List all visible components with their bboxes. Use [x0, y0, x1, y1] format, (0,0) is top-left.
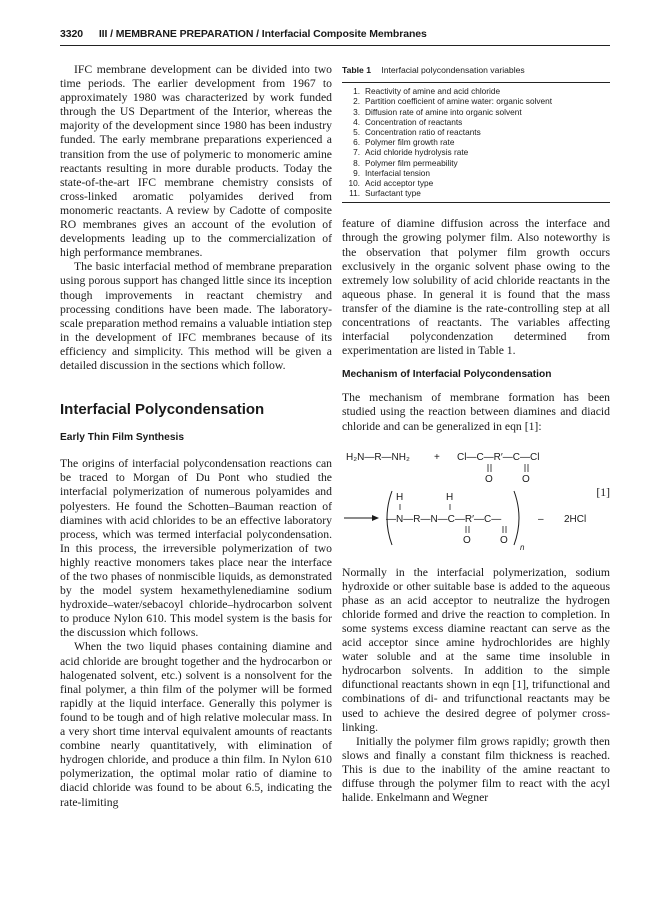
body-paragraph: The origins of interfacial polycondensation reactions can be traced to Morgan of Du Pont who studied the interfacial polymerization of numerous polyamides and polyesters. He found the Schotten–Bauman reaction of diamines with acid chlorides to be an effective laboratory process, which was termed interfacial polycondensation. In this process, the irreversible polymerization of two highly reactive monomers takes place near the interface of the two phases of nonmiscible liquids, as demonstrated by the model system hexamethylenediamine sodium hydroxide–water/sebacoyl chloride–hydrocarbon solvent to produce Nylon 610. This model system is the basis for the discussion which follows.	[60, 457, 332, 640]
header-rule	[60, 45, 610, 46]
body-paragraph: The basic interfacial method of membrane preparation using porous support has changed little since its inception though improvements in reactant chemistry and processing conditions have been made. The laboratory-scale preparation method remains a valuable intiation step in the development of IFC membranes because of its efficiency and simplicity. This method will be given a detailed discussion in the sections which follow.	[60, 260, 332, 372]
table-label: Table 1	[342, 65, 371, 75]
reaction-equation	[342, 446, 610, 558]
page-number: 3320	[60, 28, 83, 40]
table-row: 10. Acid acceptor type	[348, 177, 434, 188]
eq-diacid-chloride: Cl—C—R′—C—Cl	[457, 451, 540, 463]
table-rows	[342, 86, 610, 198]
body-paragraph: Initially the polymer film grows rapidly; growth then slows and finally a constant film thickness is reached. This is due to the inability of the amine reactant to diffuse through the polymer film to react with the acyl halide. Enkelmann and Wegner	[342, 734, 610, 805]
running-header	[60, 28, 610, 40]
table-title: Interfacial polycondensation variables	[381, 65, 525, 75]
table-caption	[342, 63, 610, 77]
section-heading: Interfacial Polycondensation	[60, 401, 265, 419]
eq-minus: –	[538, 513, 544, 525]
table-row: 3. Diffusion rate of amine into organic solvent	[353, 106, 522, 117]
eq-oxygen: O	[485, 473, 493, 485]
eq-oxygen: O	[463, 534, 471, 546]
left-column	[60, 63, 332, 810]
body-paragraph: feature of diamine diffusion across the interface and through the growing polymer film. Also noteworthy is the observation that polymer film growth occurs exclusively in the organic solvent phase owing to the extremely low solubility of acid chloride reactants in the aqueous phase. In general it is found that the mass transfer of the diamine is the rate-controlling step at all concentrations of reactants. The variables affecting interfacial polycondenzation determined from experimentation are listed in Table 1.	[342, 217, 610, 358]
equation-graphic	[342, 446, 610, 558]
eq-oxygen: O	[522, 473, 530, 485]
table-1	[342, 63, 610, 203]
eq-byproduct: 2HCl	[564, 513, 587, 525]
eq-hydrogen: H	[446, 491, 454, 503]
arrow-head-icon	[372, 515, 379, 521]
table-row: 7. Acid chloride hydrolysis rate	[353, 147, 469, 158]
equation-number: [1]	[596, 485, 610, 499]
eq-diamine: H₂N—R—NH₂	[346, 451, 410, 463]
eq-polymer-unit: —N—R—N—C—R′—C—	[386, 513, 502, 525]
right-column	[342, 63, 610, 805]
table-row: 11. Surfactant type	[349, 188, 421, 199]
table-row: 5. Concentration ratio of reactants	[353, 126, 481, 137]
body-paragraph: When the two liquid phases containing diamine and acid chloride are brought together and the hydrocarbon or halogenated solvent, etc.) solvent is a nonsolvent for the final polymer, a thin film of the polymer will be formed rapidly at the liquid interface. Generally this polymer is found to be tough and of high relative molecular mass. In a very short time interval equivalent amounts of reactants combine nearly quantitatively, with elimination of hydrogen chloride, and produce a thin film. In Nylon 610 polymerization, the optimal molar ratio of diamine to diacid chloride was found to be about 6.5, indicating the rate-limiting	[60, 640, 332, 809]
table-row: 4. Concentration of reactants	[353, 116, 463, 127]
eq-oxygen: O	[500, 534, 508, 546]
table-bottom-rule	[342, 202, 610, 203]
subsection-heading: Early Thin Film Synthesis	[60, 432, 184, 444]
body-paragraph: The mechanism of membrane formation has been studied using the reaction between diamines and diacid chloride and can be generalized in eqn [1]:	[342, 391, 610, 433]
table-row: 6. Polymer film growth rate	[353, 137, 455, 148]
eq-subscript-n: n	[520, 542, 525, 552]
table-row: 2. Partition coefficient of amine water: organic solvent	[353, 96, 553, 107]
body-paragraph: IFC membrane development can be divided into two time periods. The earlier development from 1967 to approximately 1980 was characterized by work funded through the US Department of the Interior, whereas the majority of the development since 1980 has been industry funded. The early membrane preparations experienced a transition from the use of polymeric to monomeric amine reactants resulting in more durable products. Today the state-of-the-art IFC membrane chemistry consists of cross-linked aromatic polyamides derived from monomeric reactants. A review by Cadotte of composite RO membranes gives an account of the evolution of developments leading up to the commercialization of high performance membranes.	[60, 63, 332, 260]
eq-hydrogen: H	[396, 491, 404, 503]
table-top-rule	[342, 82, 610, 83]
table-row: 8. Polymer film permeability	[353, 157, 458, 168]
running-title: III / MEMBRANE PREPARATION / Interfacial Composite Membranes	[98, 28, 427, 40]
table-row: 9. Interfacial tension	[353, 167, 431, 178]
right-bracket	[514, 491, 519, 545]
section-heading: Mechanism of Interfacial Polycondensation	[342, 369, 552, 381]
table-row: 1. Reactivity of amine and acid chloride	[353, 86, 501, 97]
body-paragraph: Normally in the interfacial polymerization, sodium hydroxide or other suitable base is added to the aqueous phase as an acid acceptor to neutralize the hydrogen chloride formed and drive the reaction to completion. In some systems excess diamine reactant can serve as the acid acceptor since amine hydrochlorides are highly water soluble and at the same time insoluble in hydrocarbon solvents. In addition to the simple difunctional reactants shown in eqn [1], trifunctional and combinations of di- and trifunctional reactants may be used to achieve the desired degree of polymer cross-linking.	[342, 565, 610, 734]
eq-plus: +	[434, 451, 440, 463]
